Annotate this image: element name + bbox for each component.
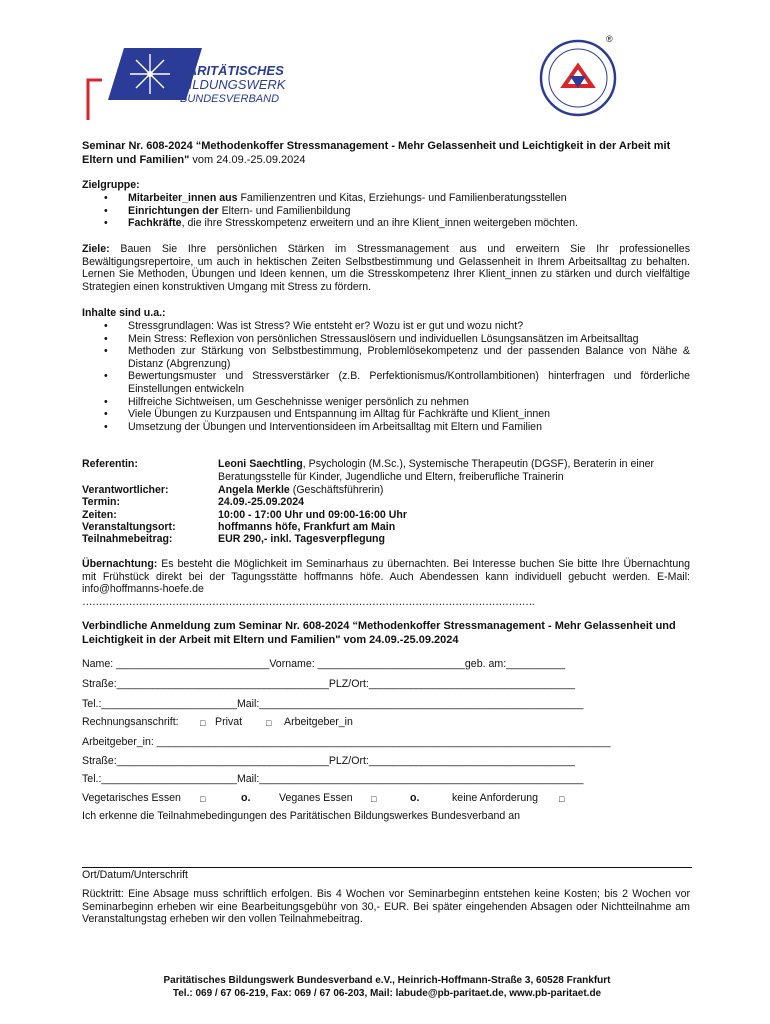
tel-mail-field-2[interactable]: Tel.:_______________________Mail:_______________________________________________________ (82, 773, 584, 785)
footer-address (82, 975, 692, 1000)
seminar-title-date: vom 24.09.-25.09.2024 (189, 153, 306, 166)
termin-value: 24.09.-25.09.2024 (218, 496, 305, 508)
name-field[interactable]: Name: __________________________Vorname: _________________________geb. am:__________ (82, 658, 566, 670)
list-item: • Stressgrundlagen: Was ist Stress? Wie entsteht er? Wozu ist er gut und wozu nicht? (82, 320, 690, 333)
logo-line-2: BILDUNGSWERK (180, 77, 286, 92)
vegan-label: Veganes Essen (279, 792, 353, 804)
referentin-label: Referentin: (82, 458, 138, 470)
privat-checkbox[interactable]: □ (200, 718, 206, 728)
list-item: • Bewertungsmuster und Stressverstärker (z.B. Perfektionismus/Kontrollambitionen) hinterfragen und förderliche Einstellungen entwickeln (82, 370, 690, 395)
verantwortlicher-value: Angela Merkle (Geschäftsführerin) (218, 484, 384, 496)
inhalte-heading: Inhalte sind u.a.: (82, 307, 166, 319)
arbeitgeber-field[interactable]: Arbeitgeber_in: _____________________________________________________________________________ (82, 736, 611, 748)
list-item: • Hilfreiche Sichtweisen, um Geschehnisse weniger persönlich zu nehmen (82, 396, 690, 409)
list-item: • Methoden zur Stärkung von Selbstbestimmung, Problemlösekompetenz und der passenden Balance von Nähe & Distanz (Abgrenzung) (82, 345, 690, 370)
signature-label[interactable]: Ort/Datum/Unterschrift (82, 869, 188, 881)
rechnung-label: Rechnungsanschrift: (82, 716, 179, 728)
tel-mail-field[interactable]: Tel.:_______________________Mail:_______________________________________________________ (82, 698, 584, 710)
ziele-text: Bauen Sie Ihre persönlichen Stärken im Stressmanagement aus und erweitern Sie Ihr professionelles Bewältigungsrepertoire, um auch in hektischen Zeiten Selbstbestimmung und Gelassenheit in Ihrem Arbeitsalltag zu behalten. Lernen Sie Methoden, Übungen und Ideen kennen, um die Stresskompetenz Ihrer Klient_innen zu stärken und durch vielfältige Strategien einen konstruktiven Umgang mit Stress zu fördern. (82, 243, 690, 293)
beitrag-label: Teilnahmebeitrag: (82, 533, 173, 545)
list-item: • Fachkräfte, die ihre Stresskompetenz erweitern und an ihre Klient_innen weitergeben möchten. (82, 217, 692, 230)
zielgruppe-heading: Zielgruppe: (82, 179, 140, 191)
list-item: • Mitarbeiter_innen aus Familienzentren und Kitas, Erziehungs- und Familienberatungsstellen (82, 192, 692, 205)
arbeitgeber-checkbox[interactable]: □ (266, 718, 272, 728)
signature-line (82, 867, 692, 868)
beitrag-value: EUR 290,- inkl. Tagesverpflegung (218, 533, 385, 545)
inhalte-list (82, 320, 690, 433)
ort-value: hoffmanns höfe, Frankfurt am Main (218, 521, 396, 533)
list-item: • Mein Stress: Reflexion von persönlichen Stressauslösern und individuellen Lösungsansätzen im Arbeitsalltag (82, 333, 690, 346)
list-item: • Viele Übungen zu Kurzpausen und Entspannung im Alltag für Fachkräfte und Klient_innen (82, 408, 690, 421)
list-item: • Einrichtungen der Eltern- und Familienbildung (82, 205, 692, 218)
list-item: • Umsetzung der Übungen und Interventionsideen im Arbeitsalltag mit Eltern und Familien (82, 421, 690, 434)
registered-mark: ® (606, 34, 613, 44)
logo-line-3: BUNDESVERBAND (180, 93, 280, 105)
registration-title: Verbindliche Anmeldung zum Seminar Nr. 608-2024 “Methodenkoffer Stressmanagement - Mehr Gelassenheit und Leichtigkeit in der Arbeit mit Eltern und Familien" vom 24.09.-25.09.2024 (82, 620, 676, 646)
vegetarian-label: Vegetarisches Essen (82, 792, 181, 804)
cut-line: ………………………………………………………………………………………………………………………. (82, 596, 535, 608)
footer-line-2: Tel.: 069 / 67 06-219, Fax: 069 / 67 06-203, Mail: labude@pb-paritaet.de, www.pb-paritaet.de (172, 987, 602, 999)
zielgruppe-list (82, 192, 692, 230)
privat-label: Privat (215, 716, 243, 728)
certification-seal (534, 30, 624, 136)
footer-line-1: Paritätisches Bildungswerk Bundesverband e.V., Heinrich-Hoffmann-Straße 3, 60528 Frankfurt (163, 975, 611, 986)
agree-text: Ich erkenne die Teilnahmebedingungen des Paritätischen Bildungswerkes Bundesverband an (82, 810, 520, 822)
ort-label: Veranstaltungsort: (82, 521, 176, 533)
strasse-field[interactable]: Straße:____________________________________PLZ/Ort:___________________________________ (82, 678, 576, 690)
zeiten-value: 10:00 - 17:00 Uhr und 09:00-16:00 Uhr (218, 509, 407, 521)
organization-logo (84, 40, 294, 120)
arbeitgeber-option-label: Arbeitgeber_in (284, 716, 353, 728)
vegan-checkbox[interactable]: □ (371, 794, 377, 804)
strasse-field-2[interactable]: Straße:____________________________________PLZ/Ort:___________________________________ (82, 755, 576, 767)
zeiten-label: Zeiten: (82, 509, 117, 521)
seminar-title (82, 140, 692, 167)
none-checkbox[interactable]: □ (559, 794, 565, 804)
ziele-label: Ziele: (82, 243, 110, 255)
vegetarian-checkbox[interactable]: □ (200, 794, 206, 804)
referentin-value: Leoni Saechtling, Psychologin (M.Sc.), Systemische Therapeutin (DGSF), Beraterin in einer Beratungsstelle für Kinder, Jugendliche und Eltern, freiberufliche Trainerin (218, 458, 655, 483)
logo-line-1: PARITÄTISCHES (180, 63, 284, 78)
verantwortlicher-label: Verantwortlicher: (82, 484, 169, 496)
uebernachtung-paragraph (82, 558, 690, 596)
or-label-1: o. (241, 792, 251, 804)
seminar-title-bold: Seminar Nr. 608-2024 “Methodenkoffer Stressmanagement - Mehr Gelassenheit und Leichtigkeit in der Arbeit mit Eltern und Familien" (82, 140, 671, 166)
none-label: keine Anforderung (452, 792, 538, 804)
ziele-paragraph (82, 243, 690, 293)
uebernachtung-label: Übernachtung: (82, 558, 158, 570)
ruecktritt-paragraph: Rücktritt: Eine Absage muss schriftlich erfolgen. Bis 4 Wochen vor Seminarbeginn entstehen keine Kosten; bis 2 Wochen vor Seminarbeginn erheben wir eine Bearbeitungsgebühr von 30,- EUR. Bei später eingehenden Absagen oder Nichtteilnahme am Veranstaltungstag erheben wir den vollen Teilnahmebeitrag. (82, 888, 690, 926)
termin-label: Termin: (82, 496, 121, 508)
uebernachtung-text: Es besteht die Möglichkeit im Seminarhaus zu übernachten. Bei Interesse buchen Sie bitte Ihre Übernachtung mit Frühstück direkt bei der Tagungsstätte hoffmanns höfe. Auch Abendessen kann individuell gebucht werden. E-Mail: info@hoffmanns-hoefe.de (82, 558, 690, 596)
or-label-2: o. (410, 792, 420, 804)
